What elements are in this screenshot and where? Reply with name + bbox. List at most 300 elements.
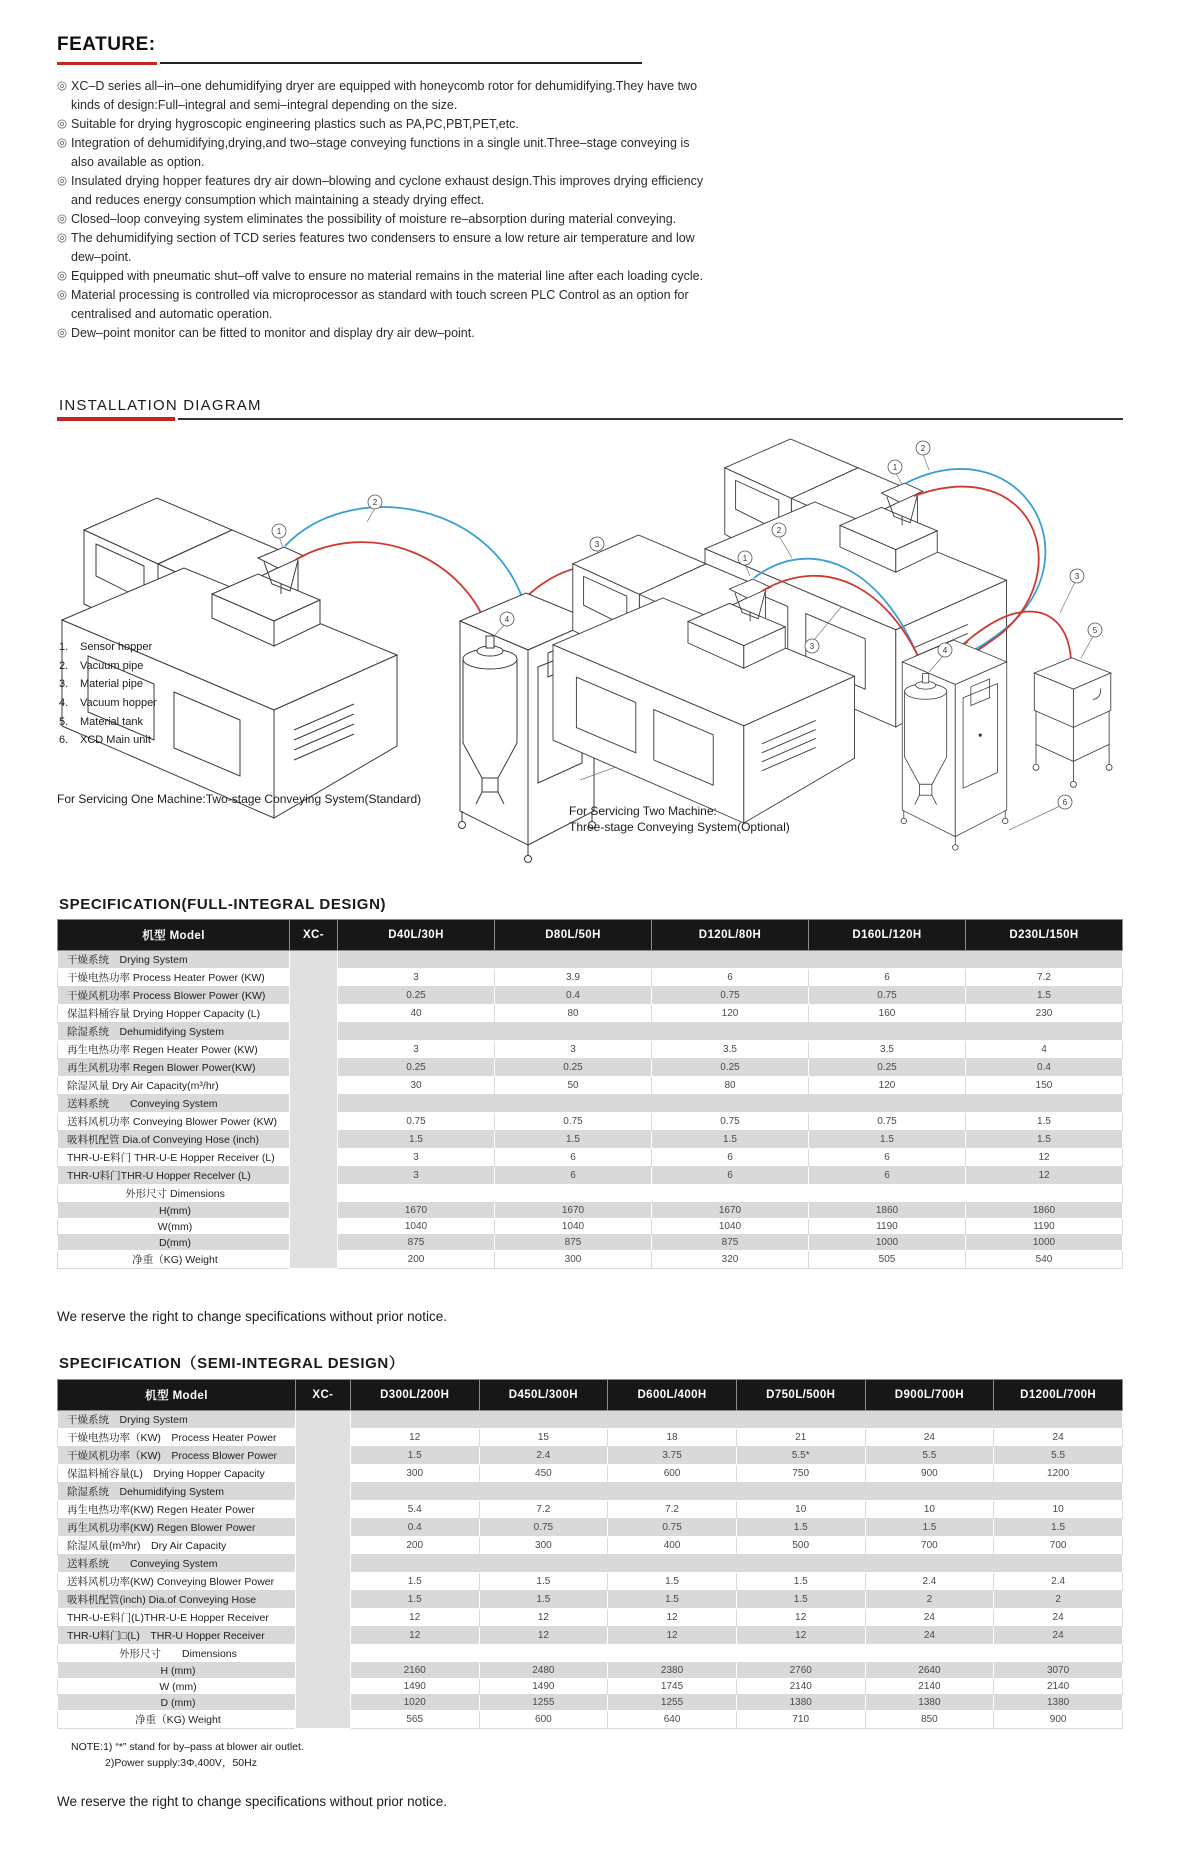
spec-row — [58, 1711, 1123, 1729]
section-fill-cell — [350, 1483, 1122, 1501]
spec-value-cell: 5.4 — [350, 1501, 479, 1519]
row-label: D (mm) — [58, 1695, 296, 1711]
spec-value-cell: 12 — [479, 1609, 608, 1627]
legend-number: 1. — [59, 641, 69, 653]
spec-value-cell: 505 — [809, 1251, 966, 1269]
spec-value-cell: 7.2 — [966, 969, 1123, 987]
spec-value-cell: 2760 — [736, 1663, 865, 1679]
spec-semi-table-container — [57, 1379, 1123, 1729]
spec-value-cell: 0.75 — [479, 1519, 608, 1537]
feature-bullet-text: XC–D series all–in–one dehumidifying dryer are equipped with honeycomb rotor for dehumidifying.They have two kinds of design:Full–integral and semi–integral depending on the size. — [71, 79, 698, 112]
spec-value-cell: 7.2 — [608, 1501, 737, 1519]
bullet-icon: ◎ — [57, 213, 68, 225]
spec-value-cell: 2140 — [736, 1679, 865, 1695]
spec-row — [58, 1447, 1123, 1465]
spec-value-cell: 2 — [994, 1591, 1123, 1609]
spec-value-cell: 3 — [495, 1041, 652, 1059]
spec-value-cell: 80 — [495, 1005, 652, 1023]
spec-value-cell: 150 — [966, 1077, 1123, 1095]
row-label: 再生风机功率(KW) Regen Blower Power — [58, 1519, 296, 1537]
spec-value-cell: 80 — [652, 1077, 809, 1095]
spec-value-cell: 24 — [865, 1627, 994, 1645]
spec-value-cell: 0.75 — [338, 1113, 495, 1131]
spec-value-cell: 3 — [338, 1167, 495, 1185]
installation-diagram — [57, 428, 1123, 880]
row-label: 外形尺寸 Dimensions — [58, 1645, 296, 1663]
caption-two-machine — [569, 804, 790, 835]
feature-bullet — [57, 77, 709, 115]
legend-item — [59, 713, 157, 732]
legend-item — [59, 731, 157, 750]
model-name-header: D300L/200H — [350, 1380, 479, 1411]
section-row — [58, 1023, 1123, 1041]
spec-value-cell: 1.5 — [736, 1519, 865, 1537]
spec-value-cell: 200 — [350, 1537, 479, 1555]
spec-value-cell: 1.5 — [809, 1131, 966, 1149]
spec-value-cell: 0.25 — [809, 1059, 966, 1077]
spec-value-cell: 160 — [809, 1005, 966, 1023]
bullet-icon: ◎ — [57, 80, 68, 92]
row-label: 除湿系统 Dehumidifying System — [58, 1483, 296, 1501]
spec-value-cell: 3 — [338, 1149, 495, 1167]
spec-value-cell: 24 — [865, 1429, 994, 1447]
spec-value-cell: 6 — [809, 1149, 966, 1167]
legend-label: Material tank — [80, 715, 143, 728]
feature-bullet-text: Closed–loop conveying system eliminates the possibility of moisture re–absorption during material conveying. — [71, 212, 677, 226]
spec-value-cell: 230 — [966, 1005, 1123, 1023]
spec-value-cell: 1670 — [495, 1203, 652, 1219]
spec-value-cell: 1670 — [338, 1203, 495, 1219]
rule-red-segment — [57, 417, 175, 421]
model-name-header: D450L/300H — [479, 1380, 608, 1411]
spec-value-cell: 5.5 — [994, 1447, 1123, 1465]
spec-value-cell: 200 — [338, 1251, 495, 1269]
row-label: 干燥电热功率 Process Heater Power (KW) — [58, 969, 290, 987]
spec-value-cell: 1.5 — [495, 1131, 652, 1149]
spec-value-cell: 1670 — [652, 1203, 809, 1219]
model-column-header: 机型 Model — [58, 920, 290, 951]
bullet-icon: ◎ — [57, 270, 68, 282]
spec-value-cell: 2140 — [865, 1679, 994, 1695]
spec-row — [58, 1695, 1123, 1711]
svg-text:1: 1 — [892, 463, 898, 472]
spec-value-cell: 1.5 — [479, 1573, 608, 1591]
legend-label: Sensor hopper — [80, 641, 153, 653]
row-label: 干燥系统 Drying System — [58, 951, 290, 969]
spec-value-cell: 2160 — [350, 1663, 479, 1679]
spec-value-cell: 1040 — [652, 1219, 809, 1235]
section-row — [58, 1555, 1123, 1573]
spec-value-cell: 0.75 — [652, 987, 809, 1005]
spec-value-cell: 120 — [652, 1005, 809, 1023]
spec-value-cell: 5.5 — [865, 1447, 994, 1465]
spec-value-cell: 2640 — [865, 1663, 994, 1679]
row-label: 净重（KG) Weight — [58, 1711, 296, 1729]
spec-value-cell: 3.5 — [652, 1041, 809, 1059]
spec-value-cell: 18 — [608, 1429, 737, 1447]
spec-value-cell: 850 — [865, 1711, 994, 1729]
spec-value-cell: 6 — [652, 969, 809, 987]
spec-value-cell: 2480 — [479, 1663, 608, 1679]
feature-bullet-list — [57, 77, 709, 343]
spec-value-cell: 0.75 — [652, 1113, 809, 1131]
svg-text:2: 2 — [920, 444, 926, 453]
spec-value-cell: 12 — [966, 1167, 1123, 1185]
caption-two-machine-line1: For Servicing Two Machine: — [569, 804, 717, 818]
spec-value-cell: 1860 — [966, 1203, 1123, 1219]
spec-value-cell: 3.75 — [608, 1447, 737, 1465]
row-label: 净重（KG) Weight — [58, 1251, 290, 1269]
spec-value-cell: 6 — [495, 1149, 652, 1167]
svg-text:2: 2 — [776, 526, 782, 535]
installation-heading: INSTALLATION DIAGRAM — [59, 397, 262, 414]
section-row — [58, 1095, 1123, 1113]
spec-value-cell: 24 — [865, 1609, 994, 1627]
rule-black-segment — [160, 62, 642, 64]
spec-value-cell: 300 — [495, 1251, 652, 1269]
feature-bullet — [57, 172, 709, 210]
spec-value-cell: 900 — [994, 1711, 1123, 1729]
spec-value-cell: 1000 — [966, 1235, 1123, 1251]
feature-bullet — [57, 267, 709, 286]
row-label: 再生电热功率(KW) Regen Heater Power — [58, 1501, 296, 1519]
section-fill-cell — [338, 1185, 1123, 1203]
spec-value-cell: 1.5 — [652, 1131, 809, 1149]
spec-value-cell: 10 — [994, 1501, 1123, 1519]
footnote-line1: NOTE:1) “*” stand for by–pass at blower air outlet. — [71, 1741, 304, 1753]
spec-value-cell: 1.5 — [608, 1591, 737, 1609]
spec-value-cell: 2.4 — [479, 1447, 608, 1465]
row-label: 再生电热功率 Regen Heater Power (KW) — [58, 1041, 290, 1059]
spec-value-cell: 875 — [652, 1235, 809, 1251]
model-name-header: D1200L/700H — [994, 1380, 1123, 1411]
spec-value-cell: 0.75 — [495, 1113, 652, 1131]
spec-value-cell: 1.5 — [350, 1591, 479, 1609]
notice-text: We reserve the right to change specifications without prior notice. — [57, 1793, 447, 1809]
spec-row — [58, 1219, 1123, 1235]
row-label: 干燥电热功率（KW) Process Heater Power — [58, 1429, 296, 1447]
spec-value-cell: 0.25 — [495, 1059, 652, 1077]
spec-value-cell: 1.5 — [736, 1573, 865, 1591]
spec-value-cell: 50 — [495, 1077, 652, 1095]
section-row — [58, 951, 1123, 969]
feature-bullet — [57, 324, 709, 343]
spec-value-cell: 300 — [479, 1537, 608, 1555]
spec-value-cell: 600 — [608, 1465, 737, 1483]
spec-row — [58, 1663, 1123, 1679]
row-label: 送料风机功率 Conveying Blower Power (KW) — [58, 1113, 290, 1131]
spec-value-cell: 1.5 — [608, 1573, 737, 1591]
spec-value-cell: 2 — [865, 1591, 994, 1609]
row-label: 外形尺寸 Dimensions — [58, 1185, 290, 1203]
spec-value-cell: 320 — [652, 1251, 809, 1269]
spec-value-cell: 12 — [350, 1429, 479, 1447]
spec-value-cell: 2380 — [608, 1663, 737, 1679]
model-name-header: D80L/50H — [495, 920, 652, 951]
spec-value-cell: 540 — [966, 1251, 1123, 1269]
spec-value-cell: 4 — [966, 1041, 1123, 1059]
row-label: W (mm) — [58, 1679, 296, 1695]
feature-bullet-text: Equipped with pneumatic shut–off valve to ensure no material remains in the material line after each loading cycle. — [71, 269, 704, 283]
svg-text:5: 5 — [1092, 626, 1098, 635]
legend-label: Vacuum hopper — [80, 697, 157, 710]
spec-value-cell: 21 — [736, 1429, 865, 1447]
spec-value-cell: 12 — [736, 1609, 865, 1627]
spec-value-cell: 30 — [338, 1077, 495, 1095]
row-label: 保温料桶容量 Drying Hopper Capacity (L) — [58, 1005, 290, 1023]
model-name-header: D160L/120H — [809, 920, 966, 951]
spec-value-cell: 1200 — [994, 1465, 1123, 1483]
spec-row — [58, 1627, 1123, 1645]
spec-row — [58, 1167, 1123, 1185]
spec-row — [58, 1149, 1123, 1167]
spec-value-cell: 1380 — [865, 1695, 994, 1711]
spec-value-cell: 1190 — [809, 1219, 966, 1235]
spec-semi-table — [57, 1379, 1123, 1729]
spec-value-cell: 2.4 — [865, 1573, 994, 1591]
feature-bullet-text: Insulated drying hopper features dry air down–blowing and cyclone exhaust design.This improves drying efficiency and reduces energy consumption which maintaining a steady drying effect. — [71, 174, 704, 207]
row-label: THR-U-E料门 THR-U-E Hopper Receiver (L) — [58, 1149, 290, 1167]
header-row — [58, 1380, 1123, 1411]
spec-value-cell: 2140 — [994, 1679, 1123, 1695]
spec-value-cell: 6 — [809, 1167, 966, 1185]
diagram-legend — [59, 638, 157, 750]
spec-value-cell: 120 — [809, 1077, 966, 1095]
spec-value-cell: 500 — [736, 1537, 865, 1555]
svg-text:4: 4 — [942, 646, 948, 655]
model-name-header: D40L/30H — [338, 920, 495, 951]
caption-two-machine-line2: Three-stage Conveying System(Optional) — [569, 819, 790, 834]
spec-value-cell: 1380 — [994, 1695, 1123, 1711]
row-label: 送料风机功率(KW) Conveying Blower Power — [58, 1573, 296, 1591]
row-label: W(mm) — [58, 1219, 290, 1235]
spec-value-cell: 750 — [736, 1465, 865, 1483]
spec-value-cell: 1.5 — [736, 1591, 865, 1609]
spec-value-cell: 5.5* — [736, 1447, 865, 1465]
feature-heading: FEATURE: — [57, 34, 156, 55]
svg-text:1: 1 — [742, 554, 748, 563]
spec-value-cell: 1380 — [736, 1695, 865, 1711]
section-fill-cell — [338, 1095, 1123, 1113]
row-label: 吸料机配管(inch) Dia.of Conveying Hose — [58, 1591, 296, 1609]
spec-row — [58, 1203, 1123, 1219]
spec-value-cell: 24 — [994, 1609, 1123, 1627]
feature-rule — [57, 61, 1123, 65]
spec-value-cell: 1255 — [479, 1695, 608, 1711]
spec-value-cell: 6 — [652, 1167, 809, 1185]
model-name-header: D230L/150H — [966, 920, 1123, 951]
spec-value-cell: 40 — [338, 1005, 495, 1023]
legend-number: 2. — [59, 659, 69, 672]
spec-value-cell: 0.25 — [338, 1059, 495, 1077]
legend-label: Vacuum pipe — [80, 659, 144, 672]
legend-number: 5. — [59, 715, 69, 728]
feature-bullet — [57, 229, 709, 267]
legend-item — [59, 694, 157, 713]
svg-text:4: 4 — [504, 615, 510, 624]
feature-bullet — [57, 134, 709, 172]
row-label: 干燥风机功率 Process Blower Power (KW) — [58, 987, 290, 1005]
row-label: 吸料机配管 Dia.of Conveying Hose (inch) — [58, 1131, 290, 1149]
installation-rule — [57, 417, 1123, 422]
spec-row — [58, 1077, 1123, 1095]
spec-value-cell: 1490 — [350, 1679, 479, 1695]
feature-bullet-text: The dehumidifying section of TCD series features two condensers to ensure a low reture air temperature and low dew–point. — [71, 231, 695, 264]
model-name-header: D120L/80H — [652, 920, 809, 951]
row-label: D(mm) — [58, 1235, 290, 1251]
section-fill-cell — [350, 1555, 1122, 1573]
row-label: THR-U料门THR-U Hopper Recelver (L) — [58, 1167, 290, 1185]
row-label: 干燥系统 Drying System — [58, 1411, 296, 1429]
feature-bullet — [57, 115, 709, 134]
model-name-header: D900L/700H — [865, 1380, 994, 1411]
spec-value-cell: 700 — [994, 1537, 1123, 1555]
spec-value-cell: 300 — [350, 1465, 479, 1483]
spec-value-cell: 700 — [865, 1537, 994, 1555]
footnote — [71, 1739, 1123, 1772]
spec-value-cell: 1190 — [966, 1219, 1123, 1235]
spec-row — [58, 1537, 1123, 1555]
legend-item — [59, 657, 157, 676]
spec-value-cell: 10 — [865, 1501, 994, 1519]
feature-bullet — [57, 210, 709, 229]
row-label: THR-U料门□(L) THR-U Hopper Receiver — [58, 1627, 296, 1645]
row-label: 除湿系统 Dehumidifying System — [58, 1023, 290, 1041]
spec-value-cell: 1.5 — [338, 1131, 495, 1149]
spec-value-cell: 0.75 — [809, 1113, 966, 1131]
spec-value-cell: 0.4 — [495, 987, 652, 1005]
spec-value-cell: 12 — [966, 1149, 1123, 1167]
spec-value-cell: 24 — [994, 1627, 1123, 1645]
spec-full-heading: SPECIFICATION(FULL-INTEGRAL DESIGN) — [59, 896, 387, 913]
spec-row — [58, 1131, 1123, 1149]
feature-bullet-text: Dew–point monitor can be fitted to monitor and display dry air dew–point. — [71, 326, 475, 340]
row-label: 干燥风机功率（KW) Process Blower Power — [58, 1447, 296, 1465]
spec-value-cell: 0.25 — [652, 1059, 809, 1077]
spec-value-cell: 1.5 — [865, 1519, 994, 1537]
row-label: H (mm) — [58, 1663, 296, 1679]
section-row — [58, 1185, 1123, 1203]
spec-value-cell: 24 — [994, 1429, 1123, 1447]
spec-value-cell: 875 — [338, 1235, 495, 1251]
spec-value-cell: 12 — [608, 1627, 737, 1645]
svg-text:3: 3 — [809, 642, 815, 651]
spec-value-cell: 640 — [608, 1711, 737, 1729]
spec-value-cell: 1000 — [809, 1235, 966, 1251]
spec-value-cell: 710 — [736, 1711, 865, 1729]
spec-value-cell: 1.5 — [994, 1519, 1123, 1537]
spec-row — [58, 1251, 1123, 1269]
feature-bullet-text: Suitable for drying hygroscopic engineering plastics such as PA,PC,PBT,PET,etc. — [71, 117, 519, 131]
spec-value-cell: 400 — [608, 1537, 737, 1555]
spec-row — [58, 1059, 1123, 1077]
model-column-header: 机型 Model — [58, 1380, 296, 1411]
spec-value-cell: 3070 — [994, 1663, 1123, 1679]
spec-row — [58, 1465, 1123, 1483]
bullet-icon: ◎ — [57, 137, 68, 149]
spec-value-cell: 3 — [338, 1041, 495, 1059]
spec-row — [58, 1679, 1123, 1695]
legend-number: 4. — [59, 697, 69, 710]
feature-bullet — [57, 286, 709, 324]
bullet-icon: ◎ — [57, 232, 68, 244]
model-name-header: D600L/400H — [608, 1380, 737, 1411]
spec-value-cell: 0.4 — [350, 1519, 479, 1537]
row-label: 除湿风量 Dry Air Capacity(m³/hr) — [58, 1077, 290, 1095]
spec-row — [58, 1501, 1123, 1519]
spec-row — [58, 1113, 1123, 1131]
footnote-line2: 2)Power supply:3Φ,400V，50Hz — [105, 1757, 257, 1770]
spec-row — [58, 1573, 1123, 1591]
rule-black-segment — [178, 418, 1123, 420]
legend-item — [59, 675, 157, 694]
rule-red-segment — [57, 62, 157, 65]
spec-value-cell: 12 — [479, 1627, 608, 1645]
row-label: 送料系统 Conveying System — [58, 1095, 290, 1113]
spec-value-cell: 1.5 — [479, 1591, 608, 1609]
spec-full-table-container — [57, 919, 1123, 1269]
legend-label: Material pipe — [80, 678, 143, 691]
spec-semi-heading: SPECIFICATION（SEMI-INTEGRAL DESIGN） — [59, 1355, 405, 1372]
spec-value-cell: 10 — [736, 1501, 865, 1519]
spec-row — [58, 969, 1123, 987]
spec-row — [58, 1005, 1123, 1023]
spec-value-cell: 0.25 — [338, 987, 495, 1005]
spec-row — [58, 1235, 1123, 1251]
spec-value-cell: 12 — [608, 1609, 737, 1627]
spec-value-cell: 6 — [495, 1167, 652, 1185]
spec-row — [58, 1609, 1123, 1627]
row-label: 保温料桶容量(L) Drying Hopper Capacity — [58, 1465, 296, 1483]
section-row — [58, 1645, 1123, 1663]
section-row — [58, 1411, 1123, 1429]
spec-value-cell: 1040 — [495, 1219, 652, 1235]
spec-value-cell: 900 — [865, 1465, 994, 1483]
legend-item — [59, 638, 157, 657]
spec-full-table — [57, 919, 1123, 1269]
legend-number: 6. — [59, 734, 69, 747]
spec-value-cell: 1.5 — [350, 1447, 479, 1465]
row-label: 除湿风量(m³/hr) Dry Air Capacity — [58, 1537, 296, 1555]
legend-number: 3. — [59, 678, 69, 691]
svg-text:3: 3 — [1074, 572, 1080, 581]
xc-column-cell — [295, 1411, 350, 1729]
section-fill-cell — [338, 951, 1123, 969]
spec-value-cell: 6 — [809, 969, 966, 987]
spec-row — [58, 1041, 1123, 1059]
spec-value-cell: 0.75 — [809, 987, 966, 1005]
row-label: H(mm) — [58, 1203, 290, 1219]
svg-text:6: 6 — [1062, 798, 1068, 807]
spec-value-cell: 1.5 — [966, 987, 1123, 1005]
spec-value-cell: 1745 — [608, 1679, 737, 1695]
bullet-icon: ◎ — [57, 118, 68, 130]
model-prefix-header: XC- — [295, 1380, 350, 1411]
spec-value-cell: 1.5 — [350, 1573, 479, 1591]
feature-bullet-text: Material processing is controlled via microprocessor as standard with touch screen PLC Control as an option for centralised and automatic operation. — [71, 288, 689, 321]
row-label: THR-U-E料门(L)THR-U-E Hopper Receiver — [58, 1609, 296, 1627]
spec-value-cell: 3.5 — [809, 1041, 966, 1059]
section-fill-cell — [350, 1411, 1122, 1429]
spec-value-cell: 1020 — [350, 1695, 479, 1711]
notice-text: We reserve the right to change specifications without prior notice. — [57, 1309, 447, 1324]
section-row — [58, 1483, 1123, 1501]
spec-value-cell: 1.5 — [966, 1113, 1123, 1131]
spec-value-cell: 3.9 — [495, 969, 652, 987]
spec-value-cell: 1860 — [809, 1203, 966, 1219]
caption-one-machine: For Servicing One Machine:Two-stage Conveying System(Standard) — [57, 792, 422, 806]
model-name-header: D750L/500H — [736, 1380, 865, 1411]
